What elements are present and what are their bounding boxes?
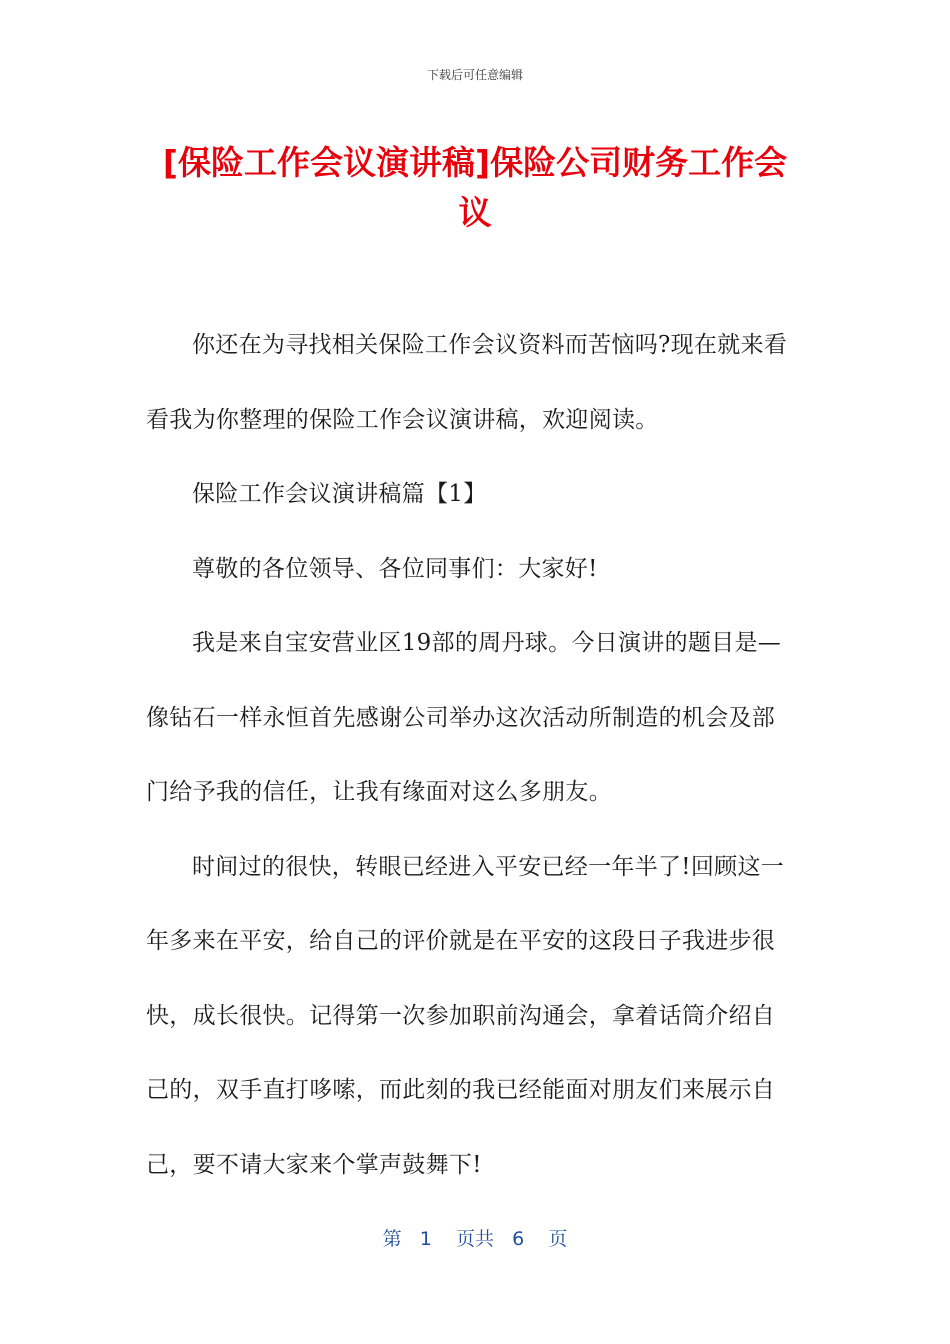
paragraph-section-heading: 保险工作会议演讲稿篇【1】: [192, 481, 487, 507]
header-note: 下载后可任意编辑: [426, 68, 523, 82]
paragraph-reflection: 时间过的很快，转眼已经进入平安已经一年半了!回顾这一年多来在平安，给自己的评价就是在平安的这段日子我进步很快，成长很快。记得第一次参加职前沟通会，拿着话筒介绍自己的，双手直打哆嗦，而此刻的我已经能面对朋友们来展示自己，要不请大家来个掌声鼓舞下!: [146, 853, 785, 1178]
paragraph-intro: 你还在为寻找相关保险工作会议资料而苦恼吗?现在就来看看我为你整理的保险工作会议演讲稿，欢迎阅读。: [146, 332, 788, 433]
footer-suffix: 页: [548, 1228, 568, 1250]
footer-prefix: 第: [382, 1228, 402, 1250]
page-footer: [0, 1224, 950, 1251]
document-title: [保险工作会议演讲稿]保险公司财务工作会议: [162, 143, 788, 232]
paragraph-greeting: 尊敬的各位领导、各位同事们：大家好!: [192, 555, 598, 582]
footer-total-pages: 6: [512, 1228, 525, 1250]
paragraph-self-introduction: 我是来自宝安营业区19部的周丹球。今日演讲的题目是—像钻石一样永恒首先感谢公司举办这次活动所制造的机会及部门给予我的信任，让我有缘面对这么多朋友。: [146, 630, 782, 805]
footer-middle: 页共: [455, 1228, 494, 1250]
document-body: [146, 308, 798, 1202]
footer-current-page: 1: [419, 1228, 432, 1250]
